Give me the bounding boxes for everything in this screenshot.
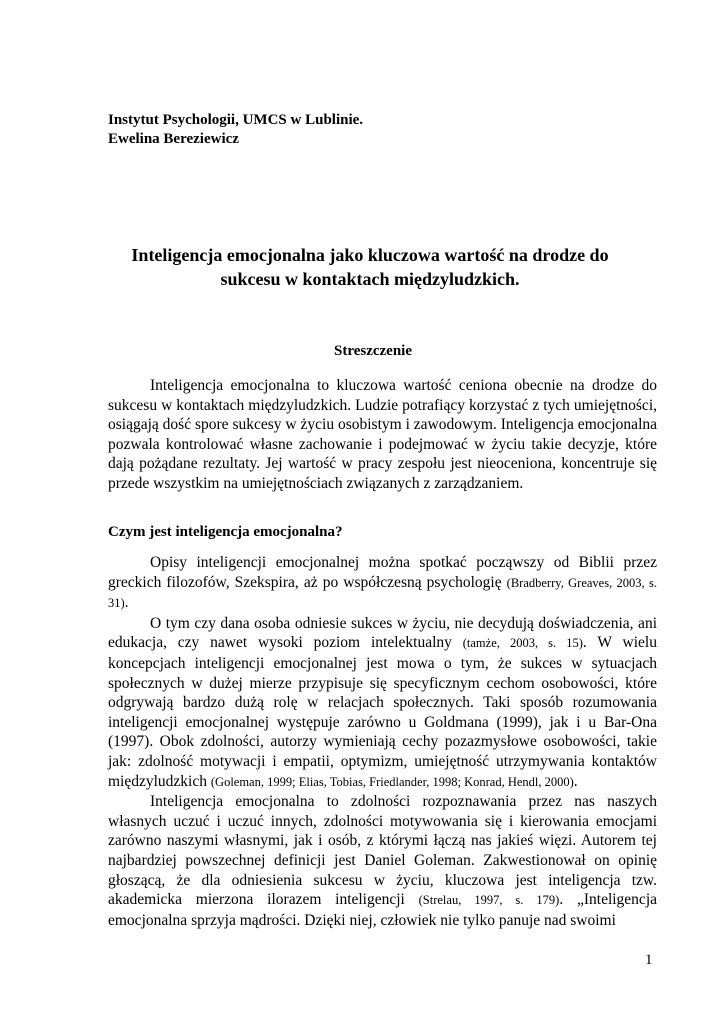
paragraph-2-text-a: O tym czy dana osoba odniesie sukces w życiu, nie decydują doświadczenia, ani edukacja, czy nawet wysoki poziom intelektualny (108, 614, 657, 652)
paragraph-2 (108, 614, 657, 792)
abstract-heading: Streszczenie (333, 343, 413, 359)
author-line: Ewelina Bereziewicz (108, 131, 239, 147)
paragraph-3-text-a: Inteligencja emocjonalna to zdolności rozpoznawania przez nas naszych własnych uczuć i uczuć innych, zdolności motywowania się i kierowania emocjami zarówno naszymi własnymi, jak i osób, z którymi łączą nas jakieś więzi. Autorem tej najbardziej powszechnej definicji jest Daniel Goleman. Zakwestionował on opinię głoszącą, że dla odniesienia sukcesu w życiu, kluczowa jest inteligencja tzw. akademicka mierzona ilorazem inteligencji (108, 793, 657, 909)
citation: (Strelau, 1997, s. 179) (418, 893, 560, 908)
paragraph-1-end: . (124, 594, 129, 612)
paragraph-1 (108, 553, 657, 614)
institution-line: Instytut Psychologii, UMCS w Lublinie. (108, 112, 364, 128)
paragraph-3-text-b: . „Inteligencja emocjonalna sprzyja mądrości. Dzięki niej, człowiek nie tylko panuje nad swoimi (108, 891, 658, 929)
paragraph-3 (108, 792, 657, 930)
paragraph-2-text-b: . W wielu koncepcjach inteligencji emocjonalnej jest mowa o tym, że sukces w sytuacjach społecznych w dużej mierze przypisuje się specyficznym cechom osobowości, które odgrywają bardzo dużą rolę w relacjach społecznych. Taki sposób rozumowania inteligencji emocjonalnej występuje zarówno u Goldmana (1999), jak i u Bar-Ona (1997). Obok zdolności, autorzy wymieniają cechy pozazmysłowe osobowości, takie jak: zdolność motywacji i empatii, optymizm, umiejętność utrzymywania kontaktów międzyludzkich (108, 634, 657, 790)
citation: (Goleman, 1999; Elias, Tobias, Friedlander, 1998; Konrad, Hendl, 2000) (210, 774, 574, 789)
abstract-paragraph: Inteligencja emocjonalna to kluczowa wartość ceniona obecnie na drodze do sukcesu w kontaktach międzyludzkich. Ludzie potrafiący korzystać z tych umiejętności, osiągają dość spore sukcesy w życiu osobistym i zawodowym. Inteligencja emocjonalna pozwala kontrolować własne zachowanie i podejmować w życiu takie decyzje, które dają pożądane rezultaty. Jej wartość w pracy zespołu jest nieoceniona, koncentruje się przede wszystkim na umiejętnościach związanych z zarządzaniem. (108, 377, 657, 492)
section-body (108, 553, 657, 930)
page-number: 1 (645, 952, 653, 968)
paper-title: Inteligencja emocjonalna jako kluczowa wartość na drodze do sukcesu w kontaktach międzyludzkich. (131, 245, 609, 289)
paragraph-2-end: . (573, 772, 578, 790)
affiliation-block (108, 111, 363, 149)
section-heading: Czym jest inteligencja emocjonalna? (108, 524, 343, 540)
abstract-body (108, 376, 657, 494)
citation: (Bradberry, Greaves, 2003, s. 31) (108, 575, 657, 611)
paragraph-1-text: Opisy inteligencji emocjonalnej można spotkać począwszy od Biblii przez greckich filozofów, Szekspira, aż po współczesną psychologię (108, 554, 657, 591)
citation: (tamże, 2003, s. 15) (462, 636, 583, 651)
